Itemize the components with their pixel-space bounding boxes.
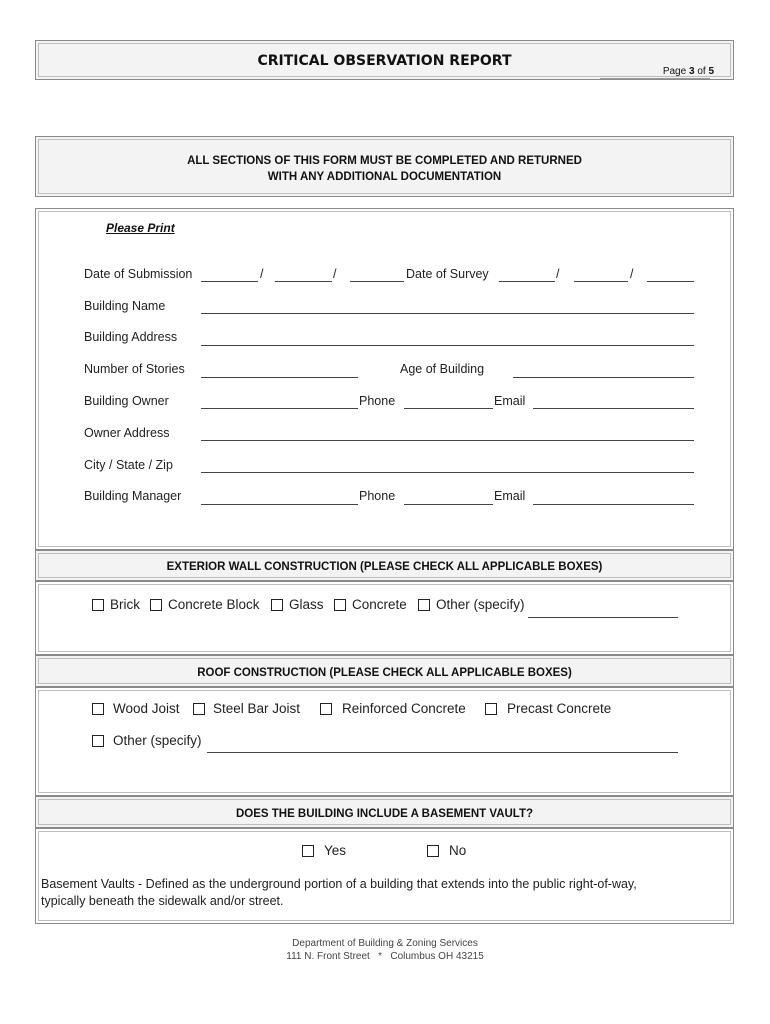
survey-year-field[interactable] [647,281,694,282]
building-manager-field[interactable] [201,504,358,505]
brick-label: Brick [110,597,140,612]
concrete-label: Concrete [352,597,407,612]
building-owner-label: Building Owner [84,394,169,408]
building-address-label: Building Address [84,330,178,344]
other-roof-specify-field[interactable] [207,752,678,753]
owner-email-field[interactable] [533,408,694,409]
exterior-wall-header [35,550,734,581]
report-title: CRITICAL OBSERVATION REPORT [257,53,512,69]
owner-address-field[interactable] [201,440,694,441]
footer-address: 111 N. Front Street * Columbus OH 43215 [286,951,484,962]
date-separator: / [556,267,560,281]
date-separator: / [333,267,337,281]
building-address-field[interactable] [201,345,694,346]
building-manager-label: Building Manager [84,489,182,503]
other-wall-specify-field[interactable] [528,617,678,618]
concrete-block-checkbox[interactable] [150,599,162,611]
glass-label: Glass [289,597,324,612]
steel-bar-joist-label: Steel Bar Joist [213,701,301,716]
page-current: 3 [688,66,695,77]
number-of-stories-field[interactable] [201,377,358,378]
reinforced-concrete-label: Reinforced Concrete [342,701,466,716]
wood-joist-label: Wood Joist [113,701,180,716]
manager-phone-field[interactable] [404,504,493,505]
glass-checkbox[interactable] [271,599,283,611]
notice-line-1: ALL SECTIONS OF THIS FORM MUST BE COMPLETED AND RETURNED [187,155,582,167]
concrete-block-label: Concrete Block [168,597,260,612]
manager-email-label: Email [494,489,526,503]
basement-no-checkbox[interactable] [427,845,439,857]
city-state-zip-label: City / State / Zip [84,458,173,472]
date-submission-label: Date of Submission [84,267,193,281]
brick-checkbox[interactable] [92,599,104,611]
basement-definition-line-2: typically beneath the sidewalk and/or street. [41,894,284,908]
date-survey-label: Date of Survey [406,267,489,281]
steel-bar-joist-checkbox[interactable] [193,703,205,715]
owner-phone-label: Phone [359,394,396,408]
submission-year-field[interactable] [350,281,404,282]
date-separator: / [630,267,634,281]
basement-yes-checkbox[interactable] [302,845,314,857]
building-owner-field[interactable] [201,408,358,409]
roof-heading: ROOF CONSTRUCTION (PLEASE CHECK ALL APPLICABLE BOXES) [197,667,572,679]
owner-address-label: Owner Address [84,426,170,440]
owner-phone-field[interactable] [404,408,493,409]
building-name-label: Building Name [84,299,166,313]
notice-line-2: WITH ANY ADDITIONAL DOCUMENTATION [267,171,502,183]
age-of-building-field[interactable] [513,377,694,378]
date-separator: / [260,267,264,281]
exterior-wall-heading: EXTERIOR WALL CONSTRUCTION (PLEASE CHECK ALL APPLICABLE BOXES) [166,561,603,573]
footer-department: Department of Building & Zoning Services [292,938,478,949]
notice-box [35,136,734,197]
please-print-label: Please Print [106,221,175,235]
other-wall-label: Other (specify) [436,597,525,612]
page-total: 5 [708,66,714,77]
basement-heading: DOES THE BUILDING INCLUDE A BASEMENT VAULT? [235,808,534,820]
manager-email-field[interactable] [533,504,694,505]
other-wall-checkbox[interactable] [418,599,430,611]
page-number-underline [600,78,710,79]
reinforced-concrete-checkbox[interactable] [320,703,332,715]
manager-phone-label: Phone [359,489,396,503]
city-state-zip-field[interactable] [201,472,694,473]
precast-concrete-checkbox[interactable] [485,703,497,715]
other-roof-label: Other (specify) [113,733,202,748]
roof-header [35,655,734,687]
owner-email-label: Email [494,394,526,408]
submission-month-field[interactable] [201,281,258,282]
basement-definition-line-1: Basement Vaults - Defined as the underground portion of a building that extends into the public right-of-way, [41,877,637,891]
number-of-stories-label: Number of Stories [84,362,185,376]
submission-day-field[interactable] [275,281,332,282]
survey-month-field[interactable] [499,281,555,282]
page-number: Page 3 of 5 [662,66,714,77]
report-header [35,40,734,80]
other-roof-checkbox[interactable] [92,735,104,747]
building-name-field[interactable] [201,313,694,314]
concrete-checkbox[interactable] [334,599,346,611]
survey-day-field[interactable] [574,281,628,282]
basement-yes-label: Yes [324,843,347,858]
basement-no-label: No [449,843,467,858]
exterior-wall-section [35,581,734,655]
basement-header [35,796,734,828]
wood-joist-checkbox[interactable] [92,703,104,715]
age-of-building-label: Age of Building [400,362,485,376]
precast-concrete-label: Precast Concrete [507,701,612,716]
